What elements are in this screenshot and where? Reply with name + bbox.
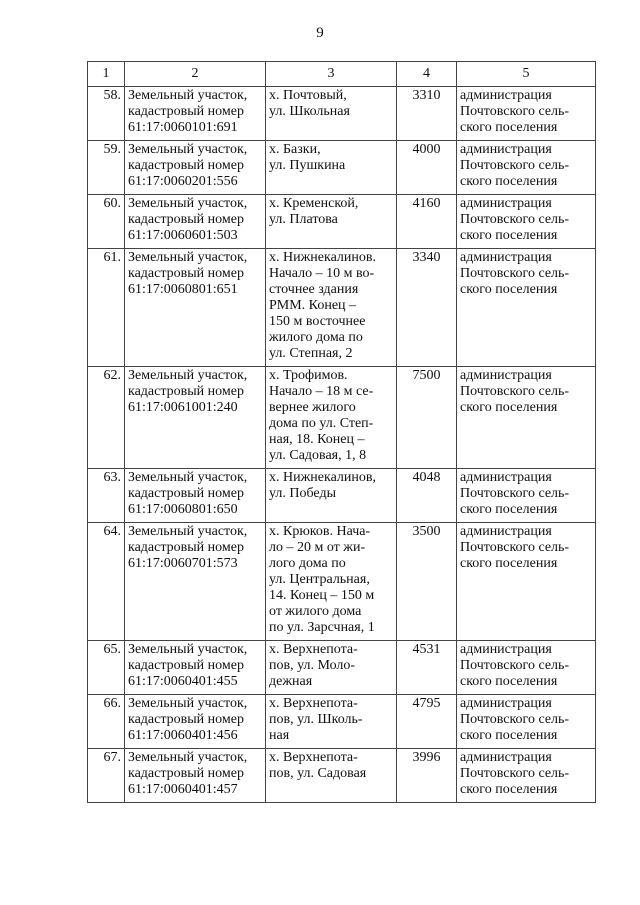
location-cell bbox=[266, 249, 397, 367]
owner-cell bbox=[457, 469, 596, 523]
object-line: Земельный участок, bbox=[128, 696, 248, 711]
row-number: 58. bbox=[88, 87, 125, 141]
location-cell bbox=[266, 87, 397, 141]
object-cell bbox=[125, 523, 266, 641]
owner-line: ского поселения bbox=[460, 228, 558, 243]
owner-line: ского поселения bbox=[460, 282, 558, 297]
object-line: Земельный участок, bbox=[128, 142, 248, 157]
owner-line: администрация bbox=[460, 196, 552, 211]
table-body bbox=[88, 87, 596, 803]
owner-line: ского поселения bbox=[460, 502, 558, 517]
owner-line: ского поселения bbox=[460, 782, 558, 797]
location-cell bbox=[266, 641, 397, 695]
table-header-row bbox=[88, 62, 596, 87]
value-cell: 7500 bbox=[397, 367, 457, 469]
object-line: кадастровый номер bbox=[128, 486, 244, 501]
row-number: 65. bbox=[88, 641, 125, 695]
value-cell: 3500 bbox=[397, 523, 457, 641]
owner-cell bbox=[457, 141, 596, 195]
location-line: дежная bbox=[269, 674, 313, 689]
owner-line: Почтовского сель- bbox=[460, 384, 570, 399]
location-cell bbox=[266, 367, 397, 469]
owner-cell bbox=[457, 695, 596, 749]
location-line: Начало – 10 м во- bbox=[269, 266, 375, 281]
header-col-1: 1 bbox=[88, 62, 125, 87]
object-cell bbox=[125, 141, 266, 195]
owner-line: администрация bbox=[460, 142, 552, 157]
object-line: 61:17:0060101:691 bbox=[128, 120, 238, 135]
location-line: лого дома по bbox=[269, 556, 346, 571]
location-line: х. Верхнепота- bbox=[269, 750, 358, 765]
owner-line: ского поселения bbox=[460, 400, 558, 415]
value-cell: 3996 bbox=[397, 749, 457, 803]
location-line: х. Верхнепота- bbox=[269, 642, 358, 657]
object-line: 61:17:0060201:556 bbox=[128, 174, 238, 189]
location-cell bbox=[266, 695, 397, 749]
location-line: х. Нижнекалинов, bbox=[269, 470, 376, 485]
owner-line: Почтовского сель- bbox=[460, 212, 570, 227]
table-row bbox=[88, 469, 596, 523]
location-line: по ул. Зарсчная, 1 bbox=[269, 620, 375, 635]
object-line: Земельный участок, bbox=[128, 196, 248, 211]
table-row bbox=[88, 641, 596, 695]
value-cell: 4531 bbox=[397, 641, 457, 695]
object-cell bbox=[125, 749, 266, 803]
location-line: ул. Платова bbox=[269, 212, 338, 227]
owner-line: администрация bbox=[460, 524, 552, 539]
object-line: кадастровый номер bbox=[128, 104, 244, 119]
location-line: х. Трофимов. bbox=[269, 368, 348, 383]
location-line: х. Кременской, bbox=[269, 196, 359, 211]
table-row bbox=[88, 523, 596, 641]
owner-line: администрация bbox=[460, 470, 552, 485]
owner-line: Почтовского сель- bbox=[460, 766, 570, 781]
object-cell bbox=[125, 87, 266, 141]
row-number: 67. bbox=[88, 749, 125, 803]
object-line: 61:17:0061001:240 bbox=[128, 400, 238, 415]
object-cell bbox=[125, 367, 266, 469]
object-line: Земельный участок, bbox=[128, 750, 248, 765]
table-row bbox=[88, 141, 596, 195]
owner-line: ского поселения bbox=[460, 120, 558, 135]
location-line: пов, ул. Моло- bbox=[269, 658, 356, 673]
owner-line: Почтовского сель- bbox=[460, 712, 570, 727]
location-cell bbox=[266, 749, 397, 803]
location-line: ул. Степная, 2 bbox=[269, 346, 353, 361]
value-cell: 4795 bbox=[397, 695, 457, 749]
location-line: ул. Садовая, 1, 8 bbox=[269, 448, 367, 463]
location-line: сточнее здания bbox=[269, 282, 359, 297]
row-number: 63. bbox=[88, 469, 125, 523]
owner-cell bbox=[457, 641, 596, 695]
table-row bbox=[88, 195, 596, 249]
page-number: 9 bbox=[316, 25, 324, 41]
location-line: Начало – 18 м се- bbox=[269, 384, 374, 399]
row-number: 59. bbox=[88, 141, 125, 195]
location-line: х. Базки, bbox=[269, 142, 321, 157]
object-line: 61:17:0060701:573 bbox=[128, 556, 238, 571]
object-line: кадастровый номер bbox=[128, 658, 244, 673]
row-number: 62. bbox=[88, 367, 125, 469]
owner-line: Почтовского сель- bbox=[460, 104, 570, 119]
location-line: х. Нижнекалинов. bbox=[269, 250, 376, 265]
owner-line: ского поселения bbox=[460, 674, 558, 689]
object-cell bbox=[125, 469, 266, 523]
location-line: ул. Пушкина bbox=[269, 158, 346, 173]
location-line: ул. Центральная, bbox=[269, 572, 370, 587]
table-row bbox=[88, 695, 596, 749]
object-line: кадастровый номер bbox=[128, 766, 244, 781]
location-line: х. Крюков. Нача- bbox=[269, 524, 371, 539]
header-col-3: 3 bbox=[266, 62, 397, 87]
location-cell bbox=[266, 195, 397, 249]
object-line: 61:17:0060601:503 bbox=[128, 228, 238, 243]
header-col-2: 2 bbox=[125, 62, 266, 87]
value-cell: 3340 bbox=[397, 249, 457, 367]
owner-line: администрация bbox=[460, 696, 552, 711]
value-cell: 4000 bbox=[397, 141, 457, 195]
object-line: кадастровый номер bbox=[128, 712, 244, 727]
owner-line: Почтовского сель- bbox=[460, 540, 570, 555]
object-line: 61:17:0060401:457 bbox=[128, 782, 238, 797]
owner-line: ского поселения bbox=[460, 728, 558, 743]
header-col-4: 4 bbox=[397, 62, 457, 87]
object-line: 61:17:0060801:651 bbox=[128, 282, 238, 297]
owner-line: администрация bbox=[460, 750, 552, 765]
object-line: 61:17:0060801:650 bbox=[128, 502, 238, 517]
location-line: ная bbox=[269, 728, 290, 743]
location-line: 150 м восточнее bbox=[269, 314, 366, 329]
object-line: Земельный участок, bbox=[128, 470, 248, 485]
row-number: 66. bbox=[88, 695, 125, 749]
location-line: х. Верхнепота- bbox=[269, 696, 358, 711]
location-line: от жилого дома bbox=[269, 604, 362, 619]
owner-cell bbox=[457, 749, 596, 803]
property-table bbox=[87, 61, 596, 803]
owner-line: ского поселения bbox=[460, 556, 558, 571]
owner-cell bbox=[457, 87, 596, 141]
object-cell bbox=[125, 695, 266, 749]
location-line: ло – 20 м от жи- bbox=[269, 540, 366, 555]
location-line: вернее жилого bbox=[269, 400, 356, 415]
location-line: 14. Конец – 150 м bbox=[269, 588, 375, 603]
location-cell bbox=[266, 469, 397, 523]
owner-line: администрация bbox=[460, 368, 552, 383]
object-line: кадастровый номер bbox=[128, 384, 244, 399]
object-line: Земельный участок, bbox=[128, 250, 248, 265]
location-line: пов, ул. Школь- bbox=[269, 712, 363, 727]
owner-cell bbox=[457, 523, 596, 641]
owner-line: ского поселения bbox=[460, 174, 558, 189]
location-line: х. Почтовый, bbox=[269, 88, 347, 103]
owner-line: администрация bbox=[460, 88, 552, 103]
object-cell bbox=[125, 641, 266, 695]
owner-line: Почтовского сель- bbox=[460, 266, 570, 281]
object-line: Земельный участок, bbox=[128, 368, 248, 383]
row-number: 64. bbox=[88, 523, 125, 641]
object-line: кадастровый номер bbox=[128, 266, 244, 281]
location-line: РММ. Конец – bbox=[269, 298, 357, 313]
location-cell bbox=[266, 141, 397, 195]
object-line: кадастровый номер bbox=[128, 212, 244, 227]
table-row bbox=[88, 87, 596, 141]
object-line: кадастровый номер bbox=[128, 540, 244, 555]
location-line: жилого дома по bbox=[269, 330, 363, 345]
location-line: ная, 18. Конец – bbox=[269, 432, 365, 447]
object-cell bbox=[125, 195, 266, 249]
object-line: 61:17:0060401:456 bbox=[128, 728, 238, 743]
object-line: кадастровый номер bbox=[128, 158, 244, 173]
location-line: дома по ул. Степ- bbox=[269, 416, 374, 431]
object-line: 61:17:0060401:455 bbox=[128, 674, 238, 689]
owner-line: Почтовского сель- bbox=[460, 158, 570, 173]
table-row bbox=[88, 249, 596, 367]
location-line: ул. Победы bbox=[269, 486, 336, 501]
table-row bbox=[88, 367, 596, 469]
location-line: ул. Школьная bbox=[269, 104, 350, 119]
row-number: 61. bbox=[88, 249, 125, 367]
owner-cell bbox=[457, 367, 596, 469]
location-line: пов, ул. Садовая bbox=[269, 766, 367, 781]
value-cell: 4048 bbox=[397, 469, 457, 523]
value-cell: 4160 bbox=[397, 195, 457, 249]
object-cell bbox=[125, 249, 266, 367]
owner-cell bbox=[457, 249, 596, 367]
owner-line: Почтовского сель- bbox=[460, 486, 570, 501]
owner-line: администрация bbox=[460, 642, 552, 657]
object-line: Земельный участок, bbox=[128, 524, 248, 539]
location-cell bbox=[266, 523, 397, 641]
row-number: 60. bbox=[88, 195, 125, 249]
value-cell: 3310 bbox=[397, 87, 457, 141]
object-line: Земельный участок, bbox=[128, 642, 248, 657]
owner-cell bbox=[457, 195, 596, 249]
header-col-5: 5 bbox=[457, 62, 596, 87]
owner-line: администрация bbox=[460, 250, 552, 265]
table-row bbox=[88, 749, 596, 803]
object-line: Земельный участок, bbox=[128, 88, 248, 103]
owner-line: Почтовского сель- bbox=[460, 658, 570, 673]
